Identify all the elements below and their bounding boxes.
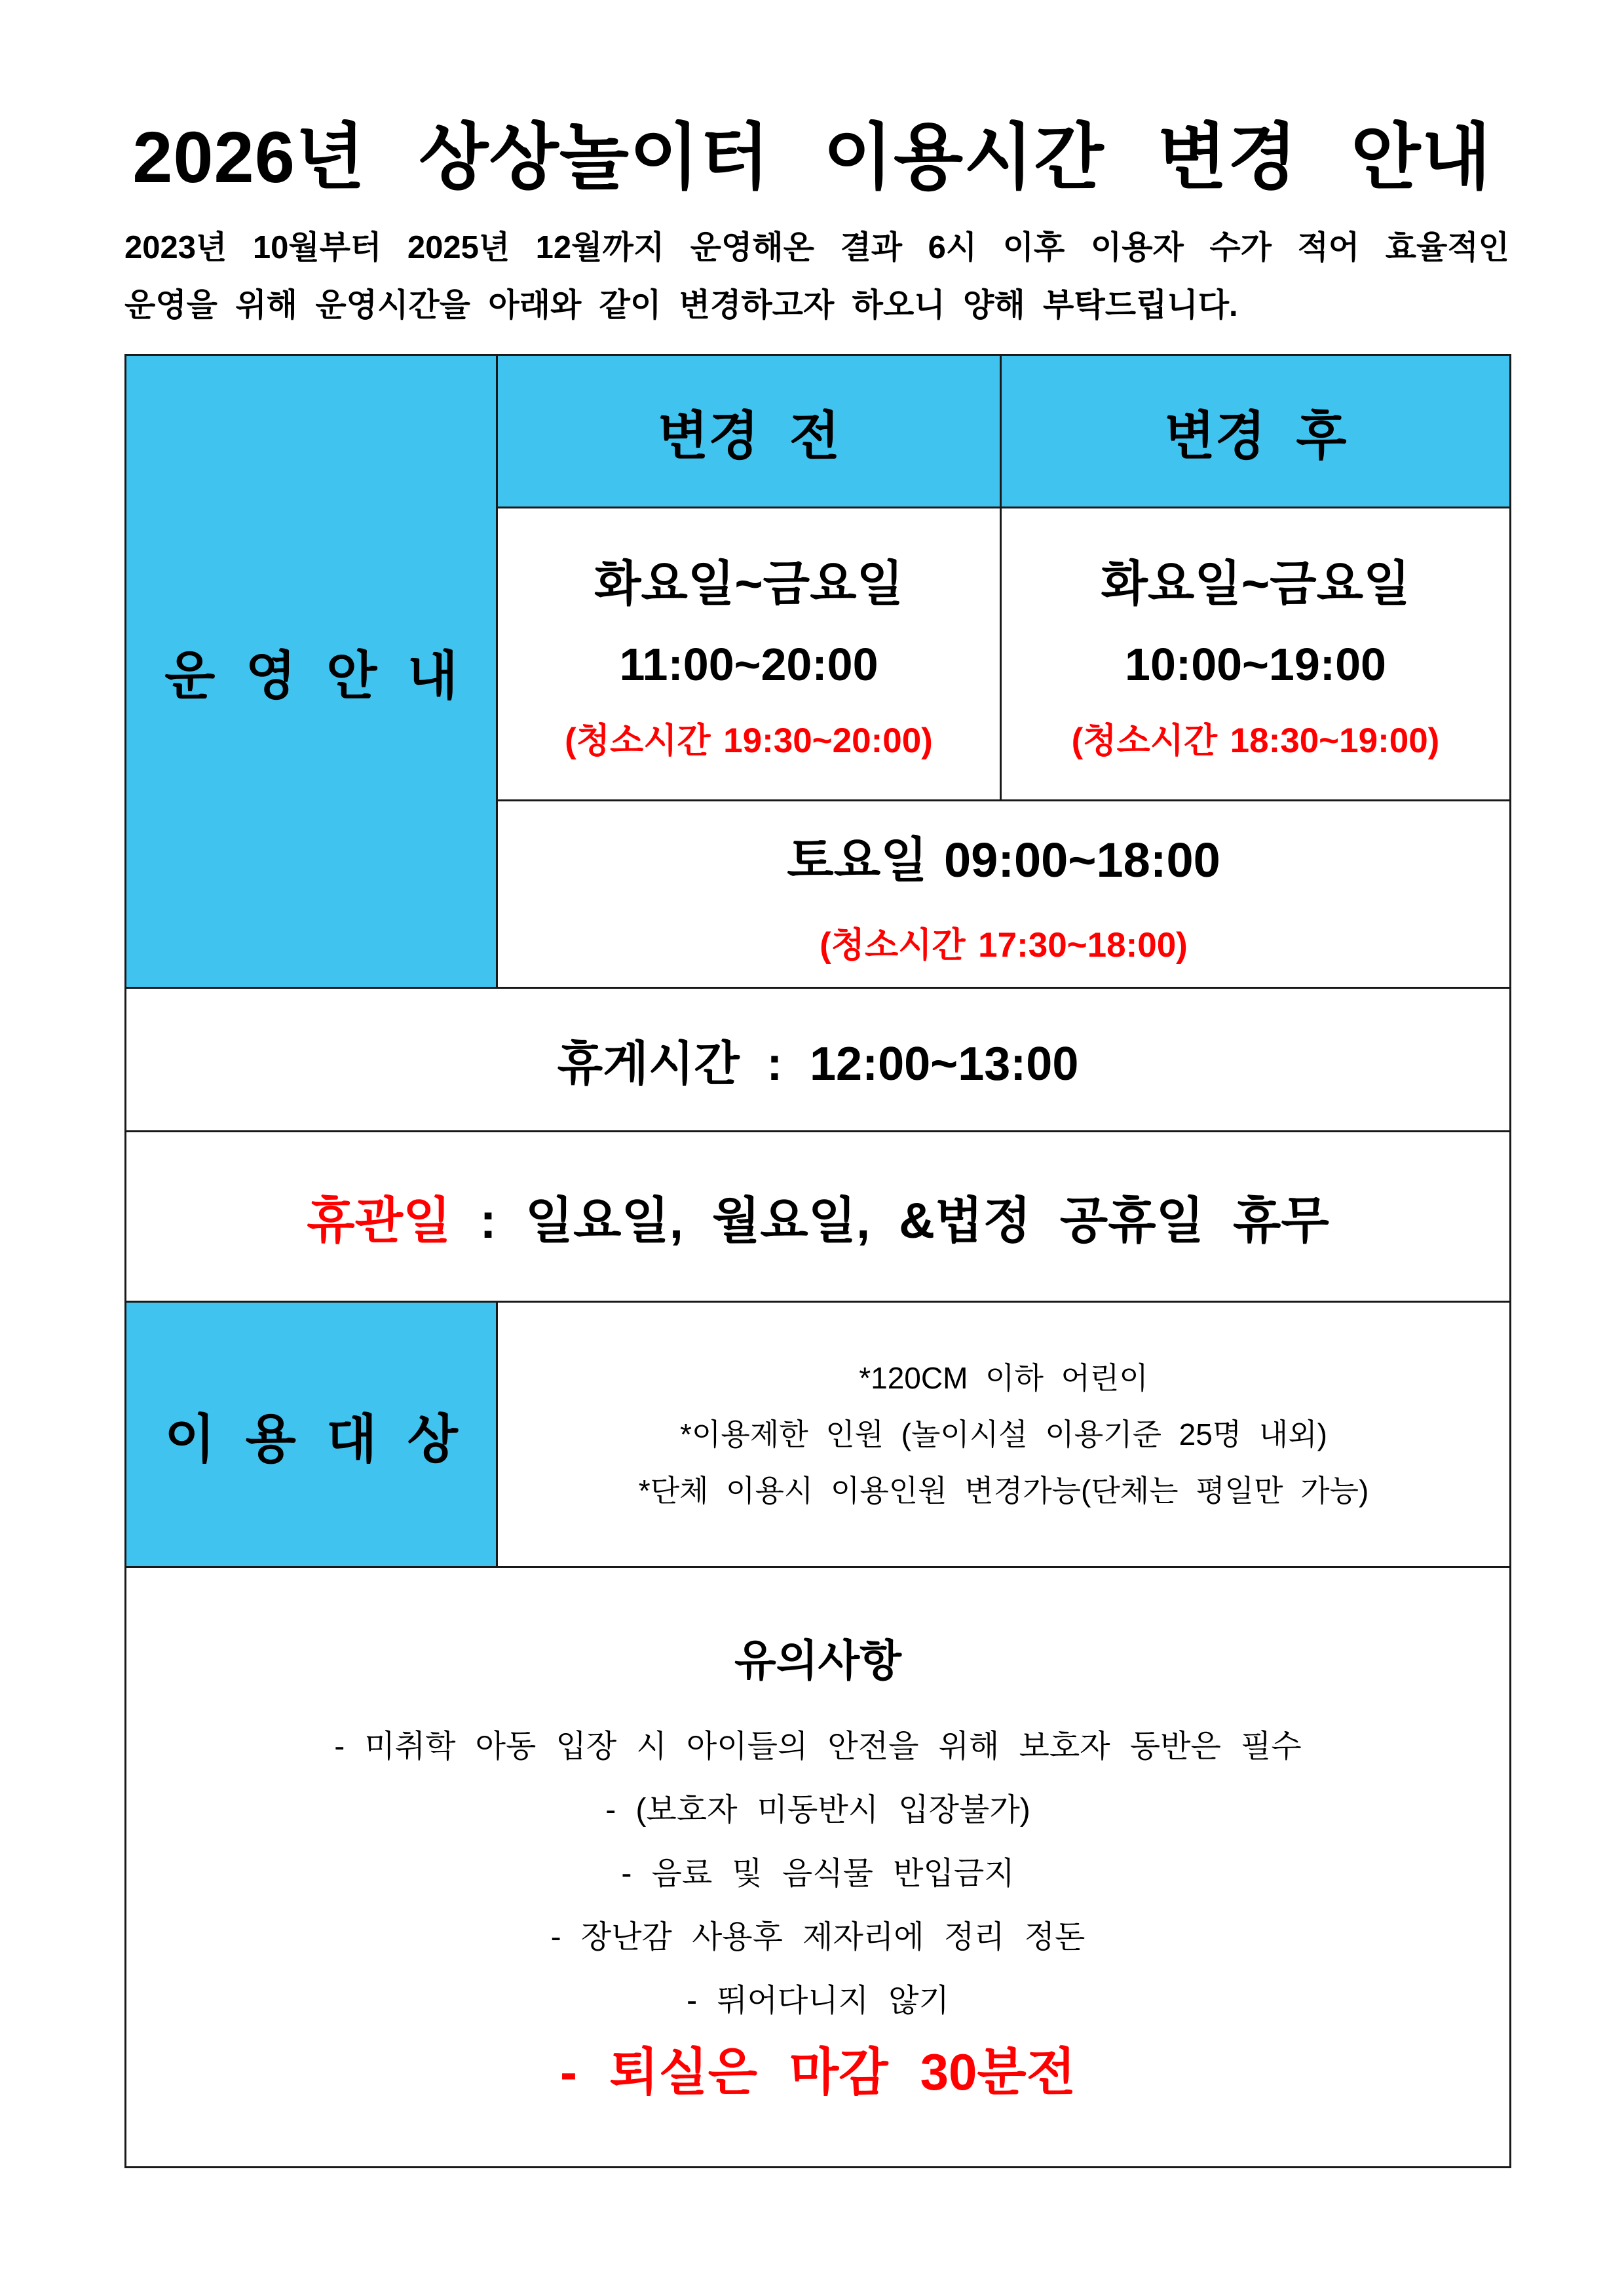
intro-paragraph [124,219,1509,334]
before-hours-cell [497,508,1001,801]
notice-item: - 장난감 사용후 제자리에 정리 정돈 [550,1920,1086,1955]
break-time-cell: 휴게시간 : 12:00~13:00 [126,988,1511,1132]
before-hours: 11:00~20:00 [619,639,878,690]
after-hours-cell [1001,508,1511,801]
notice-item: - (보호자 미동반시 입장불가) [605,1793,1030,1827]
notice-item: - 음료 및 음식물 반입금지 [621,1856,1015,1891]
closed-days-cell [126,1132,1511,1302]
before-cleaning-time: (청소시간 19:30~20:00) [565,721,933,760]
notice-list [126,1715,1509,2033]
closed-days-label: 휴관일 [307,1193,451,1249]
target-items-cell [497,1302,1511,1567]
saturday-hours: 토요일 09:00~18:00 [787,832,1220,887]
target-item: *120CM 이하 어린이 [859,1361,1148,1395]
notice-item: - 미취학 아동 입장 시 아이들의 안전을 위해 보호자 동반은 필수 [334,1729,1302,1764]
notice-highlight: - 퇴실은 마감 30분전 [559,2043,1076,2101]
notice-cell [126,1567,1511,2168]
target-label-cell: 이 용 대 상 [126,1302,497,1567]
target-item: *이용제한 인원 (놀이시설 이용기준 25명 내외) [679,1417,1328,1451]
saturday-cleaning-time: (청소시간 17:30~18:00) [820,925,1188,965]
page-title: 2026년 상상놀이터 이용시간 변경 안내 [132,117,1492,198]
closed-days-text: : 일요일, 월요일, &법정 공휴일 휴무 [451,1193,1329,1249]
saturday-hours-cell [497,801,1511,988]
operation-label-cell: 운 영 안 내 [126,355,497,988]
after-header-cell: 변경 후 [1001,355,1511,508]
notice-heading: 유의사항 [734,1636,902,1685]
after-days: 화요일~금요일 [1101,556,1410,611]
schedule-table [124,354,1511,2168]
after-hours: 10:00~19:00 [1125,639,1386,690]
notice-item: - 뛰어다니지 않기 [687,1983,949,2018]
before-days: 화요일~금요일 [594,556,904,611]
after-cleaning-time: (청소시간 18:30~19:00) [1071,721,1440,760]
before-header-cell: 변경 전 [497,355,1001,508]
target-item: *단체 이용시 이용인원 변경가능(단체는 평일만 가능) [638,1474,1369,1508]
intro-line-2: 운영을 위해 운영시간을 아래와 같이 변경하고자 하오니 양해 부탁드립니다. [124,288,1238,323]
intro-line-1: 2023년 10월부터 2025년 12월까지 운영해온 결과 6시 이후 이용자 수가 적어 효율적인 [124,230,1509,265]
